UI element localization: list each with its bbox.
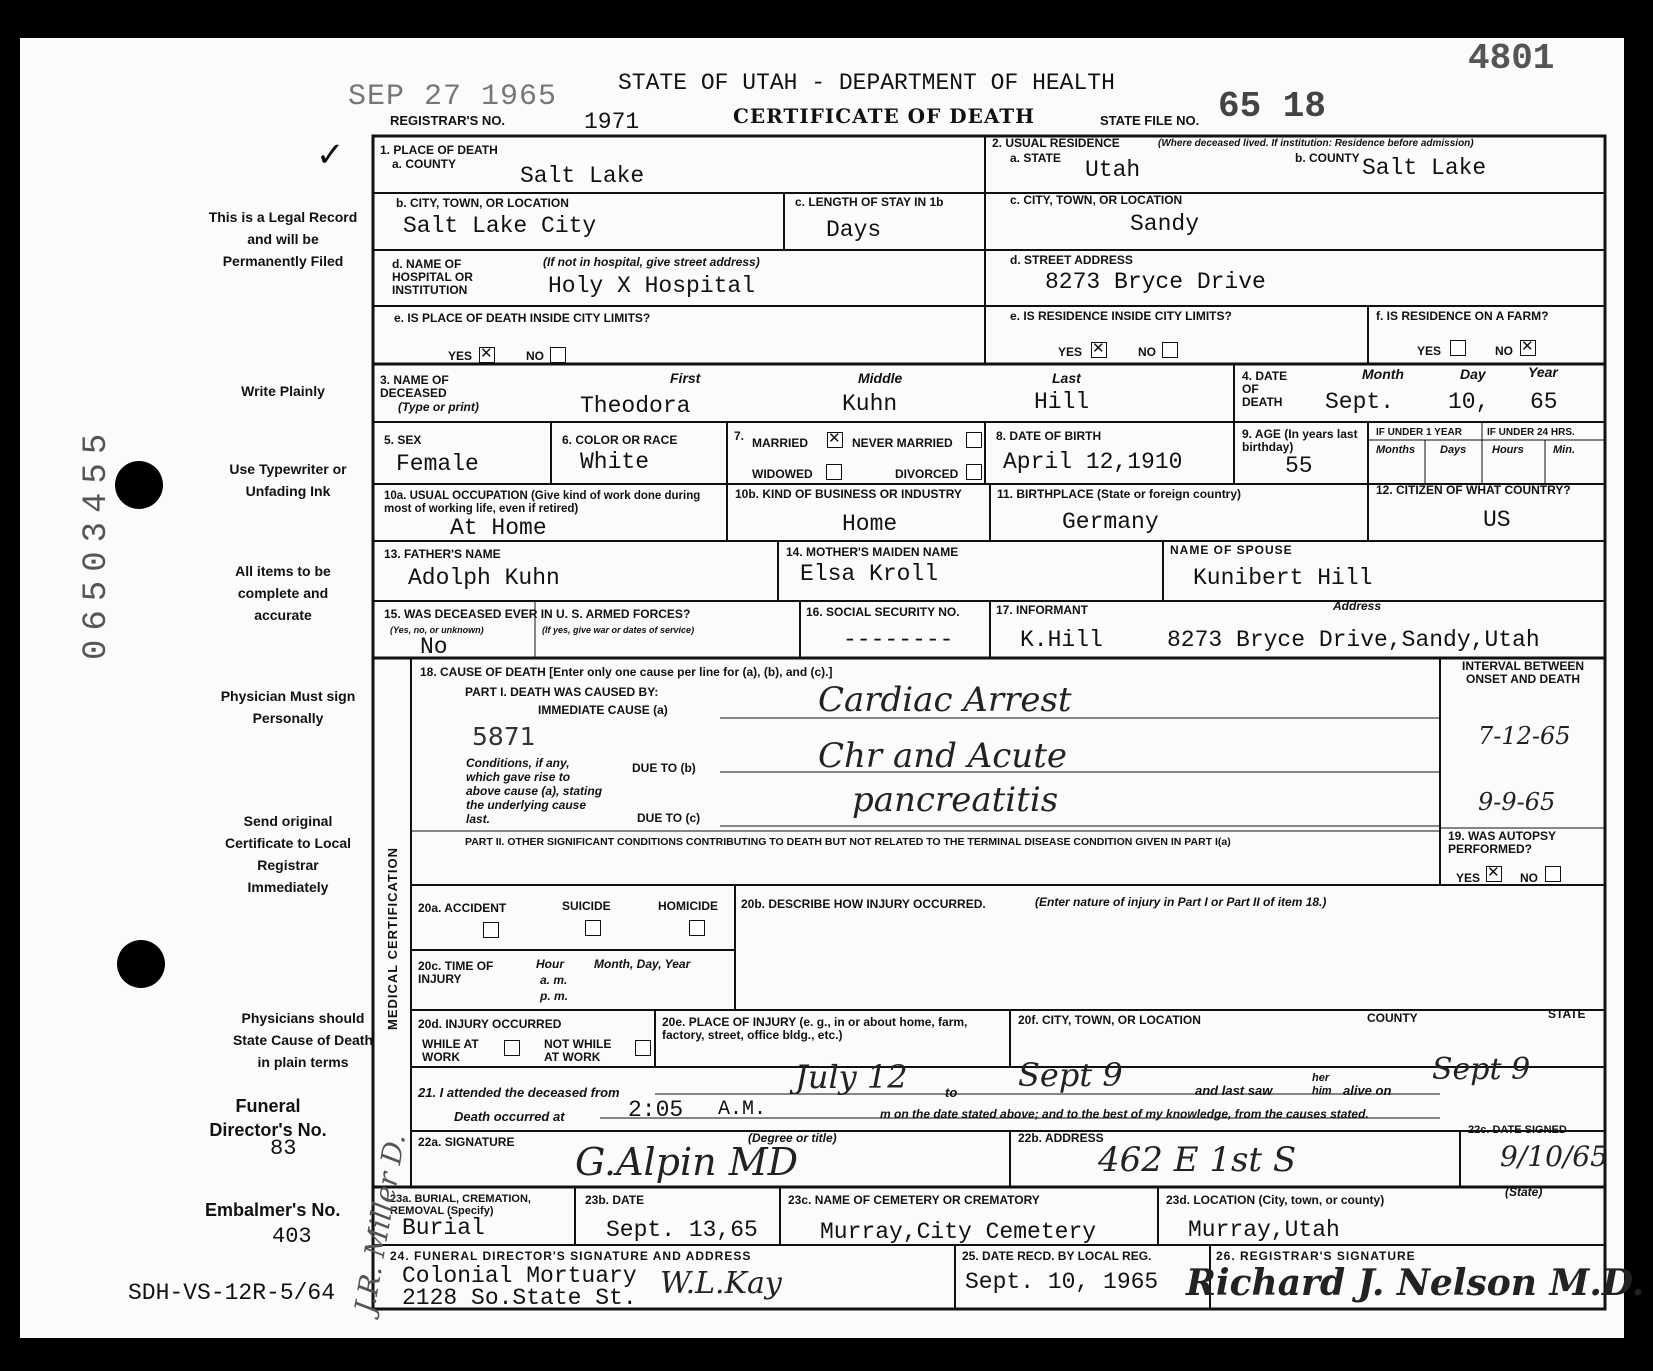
farm-no-checkbox[interactable] [1520,340,1536,356]
funeral-home-address: 2128 So.State St. [402,1285,637,1311]
suicide-label: SUICIDE [562,899,611,913]
dob-label: 8. DATE OF BIRTH [996,429,1102,443]
injury-state-label: STATE [1548,1007,1586,1021]
residence-county-label: b. COUNTY [1295,151,1360,165]
birthplace: Germany [1062,509,1159,535]
yes-label: YES [1058,345,1083,359]
hospital-name: Holy X Hospital [548,273,756,299]
day-label: Day [1460,366,1486,382]
sex-label: 5. SEX [384,433,422,447]
death-county: Salt Lake [520,163,645,189]
no-label: NO [1495,344,1513,358]
funeral-home-name: Colonial Mortuary [402,1263,637,1289]
race: White [580,449,650,475]
city-label: b. CITY, TOWN, OR LOCATION [396,196,569,210]
last-name: Hill [1034,389,1090,415]
burial-method: Burial [402,1215,485,1241]
first-label: First [670,370,701,386]
inside-city-no-checkbox[interactable] [550,347,566,363]
cemetery-label: 23c. NAME OF CEMETERY OR CREMATORY [788,1193,1040,1207]
vertical-serial-number: 06503455 [78,424,116,660]
cause-b-continued: pancreatitis [852,780,1059,820]
autopsy-label: 19. WAS AUTOPSY PERFORMED? [1448,829,1556,856]
date-received: Sept. 10, 1965 [965,1269,1159,1295]
residence-hint: (Where deceased lived. If institution: Residence before admission) [1158,138,1474,149]
residence-street: 8273 Bryce Drive [1045,269,1266,295]
occupation: At Home [450,515,547,541]
street-label: d. STREET ADDRESS [1010,253,1133,267]
autopsy-no-checkbox[interactable] [1545,866,1561,882]
embalmer-number: 403 [272,1224,312,1249]
suicide-checkbox[interactable] [585,920,601,936]
alive-on-label: alive on [1343,1083,1392,1098]
yes-label: YES [1456,871,1481,885]
no-label: NO [1520,871,1538,885]
residence-state: Utah [1085,157,1141,183]
interval-a: 7-12-65 [1478,722,1571,750]
occupation-label: 10a. USUAL OCCUPATION (Give kind of work done during most of working life, even if retired) [384,490,701,515]
residence-state-label: a. STATE [1010,151,1061,165]
burial-method-label: 23a. BURIAL, CREMATION, REMOVAL (Specify) [390,1193,531,1217]
injury-occurred-label: 20d. INJURY OCCURRED [418,1017,562,1031]
age: 55 [1285,453,1313,479]
date-of-birth: April 12,1910 [1003,449,1183,475]
embalmer-label: Embalmer's No. [205,1200,341,1220]
informant-address: 8273 Bryce Drive,Sandy,Utah [1167,627,1540,653]
armed-hint-1: (Yes, no, or unknown) [390,625,484,635]
month-label: Month [1362,366,1404,382]
deceased-label: 3. NAME OF DECEASED [380,373,449,400]
residence-inside-label: e. IS RESIDENCE INSIDE CITY LIMITS? [1010,309,1232,323]
residence-city-label: c. CITY, TOWN, OR LOCATION [1010,193,1183,207]
describe-injury-hint: (Enter nature of injury in Part I or Part II of item 18.) [1035,895,1327,909]
burial-state-label: (State) [1505,1185,1543,1199]
death-day: 10, [1448,389,1490,415]
under-1-year-label: IF UNDER 1 YEAR [1376,427,1462,438]
residence-inside-yes-checkbox[interactable] [1091,342,1107,358]
father-label: 13. FATHER'S NAME [384,547,501,561]
date-signed: 9/10/65 [1500,1140,1608,1173]
mother-label: 14. MOTHER'S MAIDEN NAME [786,545,959,559]
min-label: Min. [1553,444,1575,456]
burial-location-label: 23d. LOCATION (City, town, or county) [1166,1193,1385,1207]
funeral-director-label: Funeral Director's No. [209,1096,327,1140]
physician-signature: G.Alpin MD [575,1140,799,1184]
residence-label: 2. USUAL RESIDENCE [992,136,1120,150]
funeral-director-signature-label: 24. FUNERAL DIRECTOR'S SIGNATURE AND ADDRESS [390,1249,752,1263]
months-label: Months [1376,444,1416,456]
cause-a: Cardiac Arrest [818,680,1072,720]
stamp-date: SEP 27 1965 [348,80,558,114]
middle-label: Middle [858,370,903,386]
check-mark-icon: ✓ [316,136,345,174]
last-saw-label: and last saw [1195,1083,1273,1098]
no-label: NO [1138,345,1156,359]
mother-name: Elsa Kroll [800,561,939,587]
physician-address-label: 22b. ADDRESS [1018,1131,1104,1145]
farm-yes-checkbox[interactable] [1450,340,1466,356]
business: Home [842,511,898,537]
armed-forces-label: 15. WAS DECEASED EVER IN U. S. ARMED FORCES? [384,607,691,621]
homicide-checkbox[interactable] [689,920,705,936]
while-at-work-label: WHILE AT WORK [422,1037,479,1064]
state-department-title: STATE OF UTAH - DEPARTMENT OF HEALTH [618,70,1115,96]
never-married-label: NEVER MARRIED [852,436,953,450]
death-year: 65 [1530,389,1558,415]
father-name: Adolph Kuhn [408,565,560,591]
to-label: to [945,1085,958,1100]
immediate-cause-label: IMMEDIATE CAUSE (a) [538,703,668,717]
informant-name: K.Hill [1020,627,1103,653]
state-file-number: 65 18 [1218,86,1327,127]
due-to-c-label: DUE TO (c) [637,811,701,825]
county-label: a. COUNTY [392,157,457,171]
burial-location: Murray,Utah [1188,1217,1340,1243]
burial-date: Sept. 13,65 [606,1217,758,1243]
married-label: MARRIED [752,436,808,450]
spouse-name: Kunibert Hill [1193,565,1373,591]
never-married-checkbox[interactable] [966,432,982,448]
death-month: Sept. [1325,389,1395,415]
autopsy-yes-checkbox[interactable] [1486,866,1502,882]
no-label: NO [526,349,544,363]
widowed-checkbox[interactable] [826,464,842,480]
length-of-stay: Days [826,217,882,243]
divorced-checkbox[interactable] [966,464,982,480]
days-label: Days [1440,444,1467,456]
interval-label: INTERVAL BETWEEN ONSET AND DEATH [1461,659,1584,686]
race-label: 6. COLOR OR RACE [562,433,678,447]
place-of-death-label: 1. PLACE OF DEATH [380,143,498,157]
date-received-label: 25. DATE RECD. BY LOCAL REG. [962,1249,1152,1263]
ssn: -------- [843,627,954,653]
attended-label: 21. I attended the deceased from [418,1085,620,1100]
cause-code: 5871 [472,722,536,751]
ssn-label: 16. SOCIAL SECURITY NO. [806,605,960,619]
registrar-label: REGISTRAR'S NO. [390,113,506,128]
degree-label: (Degree or title) [748,1131,837,1145]
injury-county-label: COUNTY [1367,1011,1418,1025]
date-of-death-label: 4. DATE OF DEATH [1242,369,1288,409]
part-2-label: PART II. OTHER SIGNIFICANT CONDITIONS CONTRIBUTING TO DEATH BUT NOT RELATED TO THE TERMINAL DISEASE CONDITION GIVEN IN PART I(a) [465,836,1231,848]
place-of-injury-label: 20e. PLACE OF INJURY (e. g., in or about home, farm, factory, street, office bldg., etc.) [662,1015,968,1042]
citizen: US [1483,507,1511,533]
residence-inside-no-checkbox[interactable] [1162,342,1178,358]
hospital-label: d. NAME OF HOSPITAL OR INSTITUTION [392,257,473,297]
margin-signature: J.R. Miller D. [348,1131,413,1316]
time-of-injury-label: 20c. TIME OF INJURY [418,959,494,986]
marital-label: 7. [734,429,745,443]
death-time: 2:05 [628,1097,684,1123]
due-to-b-label: DUE TO (b) [632,761,696,775]
month-day-year-label: Month, Day, Year [594,957,691,971]
form-code: SDH-VS-12R-5/64 [128,1280,336,1306]
accident-label: 20a. ACCIDENT [418,901,507,915]
hours-label: Hours [1492,444,1524,456]
cemetery: Murray,City Cemetery [820,1219,1097,1245]
armed-forces: No [420,634,448,660]
funeral-director-number: 83 [270,1136,297,1161]
informant-address-label: Address [1333,599,1382,613]
hour-label: Hour [536,957,564,971]
injury-city-label: 20f. CITY, TOWN, OR LOCATION [1018,1013,1201,1027]
citizen-label: 12. CITIZEN OF WHAT COUNTRY? [1376,483,1571,497]
birthplace-label: 11. BIRTHPLACE (State or foreign country) [997,487,1242,501]
am-label: a. m. [540,973,568,987]
year-label: Year [1528,364,1558,380]
last-label: Last [1052,370,1081,386]
widowed-label: WIDOWED [752,467,813,481]
cause-b: Chr and Acute [818,736,1067,776]
registrar-number: 1971 [584,109,640,135]
interval-b: 9-9-65 [1478,788,1556,816]
signature-label: 22a. SIGNATURE [418,1135,515,1149]
note-physician: Physician Must sign Personally [220,688,356,726]
death-city: Salt Lake City [403,213,597,239]
farm-label: f. IS RESIDENCE ON A FARM? [1376,309,1549,323]
homicide-label: HOMICIDE [658,899,718,913]
registrar-signature: Richard J. Nelson M.D. [1186,1262,1645,1304]
certificate-title: CERTIFICATE OF DEATH [733,104,1036,128]
note-write-plainly: Write Plainly [241,383,325,399]
medical-certification-label: MEDICAL CERTIFICATION [385,846,400,1030]
residence-county: Salt Lake [1362,155,1487,181]
while-at-work-checkbox[interactable] [504,1040,520,1056]
informant-label: 17. INFORMANT [996,603,1089,617]
married-checkbox[interactable] [827,432,843,448]
physician-address: 462 E 1st S [1098,1140,1297,1180]
funeral-director-signature: W.L.Kay [660,1266,782,1301]
death-am-pm: A.M. [718,1098,767,1121]
sex: Female [396,451,479,477]
accident-checkbox[interactable] [483,922,499,938]
her-him-label: her him [1312,1072,1332,1097]
attended-from: July 12 [795,1058,908,1096]
cause-of-death-label: 18. CAUSE OF DEATH [Enter only one cause per line for (a), (b), and (c).] [420,665,833,679]
stay-label: c. LENGTH OF STAY IN 1b [795,195,944,209]
age-label: 9. AGE (In years last birthday) [1242,427,1358,454]
describe-injury-label: 20b. DESCRIBE HOW INJURY OCCURRED. [741,897,986,911]
note-physicians-cause: Physicians should State Cause of Death in plain terms [232,1010,374,1070]
attended-to: Sept 9 [1018,1056,1123,1094]
note-send-original: Send original Certificate to Local Registrar Immediately [224,813,352,895]
deceased-hint: (Type or print) [398,400,479,414]
date-signed-label: 22c. DATE SIGNED [1468,1124,1567,1136]
death-occurred-label: Death occurred at [454,1109,565,1124]
middle-name: Kuhn [842,391,898,417]
document-number: 4801 [1468,38,1555,79]
divorced-label: DIVORCED [895,467,959,481]
registrar-signature-label: 26. REGISTRAR'S SIGNATURE [1216,1249,1416,1263]
not-while-at-work-checkbox[interactable] [635,1040,651,1056]
first-name: Theodora [580,393,691,419]
not-while-at-work-label: NOT WHILE AT WORK [544,1037,612,1064]
note-complete: All items to be complete and accurate [235,563,331,623]
residence-city: Sandy [1130,211,1200,237]
state-file-label: STATE FILE NO. [1100,113,1200,128]
inside-city-label: e. IS PLACE OF DEATH INSIDE CITY LIMITS? [394,311,651,325]
note-typewriter: Use Typewriter or Unfading Ink [229,461,347,499]
business-label: 10b. KIND OF BUSINESS OR INDUSTRY [735,487,962,501]
inside-city-yes-checkbox[interactable] [479,347,495,363]
attendance-rest-label: m on the date stated above; and to the best of my knowledge, from the causes stated. [880,1107,1369,1121]
alive-on-date: Sept 9 [1432,1052,1531,1087]
part-1-label: PART I. DEATH WAS CAUSED BY: [465,685,659,699]
yes-label: YES [448,349,473,363]
conditions-note: Conditions, if any, which gave rise to above cause (a), stating the underlying cause last. [466,756,603,826]
hospital-hint: (If not in hospital, give street address) [543,255,760,269]
spouse-label: NAME OF SPOUSE [1170,543,1293,557]
pm-label: p. m. [540,989,569,1003]
burial-date-label: 23b. DATE [585,1193,645,1207]
note-legal-record: This is a Legal Record and will be Permanently Filed [208,209,358,269]
armed-hint-2: (If yes, give war or dates of service) [542,625,695,635]
under-24-hrs-label: IF UNDER 24 HRS. [1487,427,1575,438]
yes-label: YES [1417,344,1442,358]
